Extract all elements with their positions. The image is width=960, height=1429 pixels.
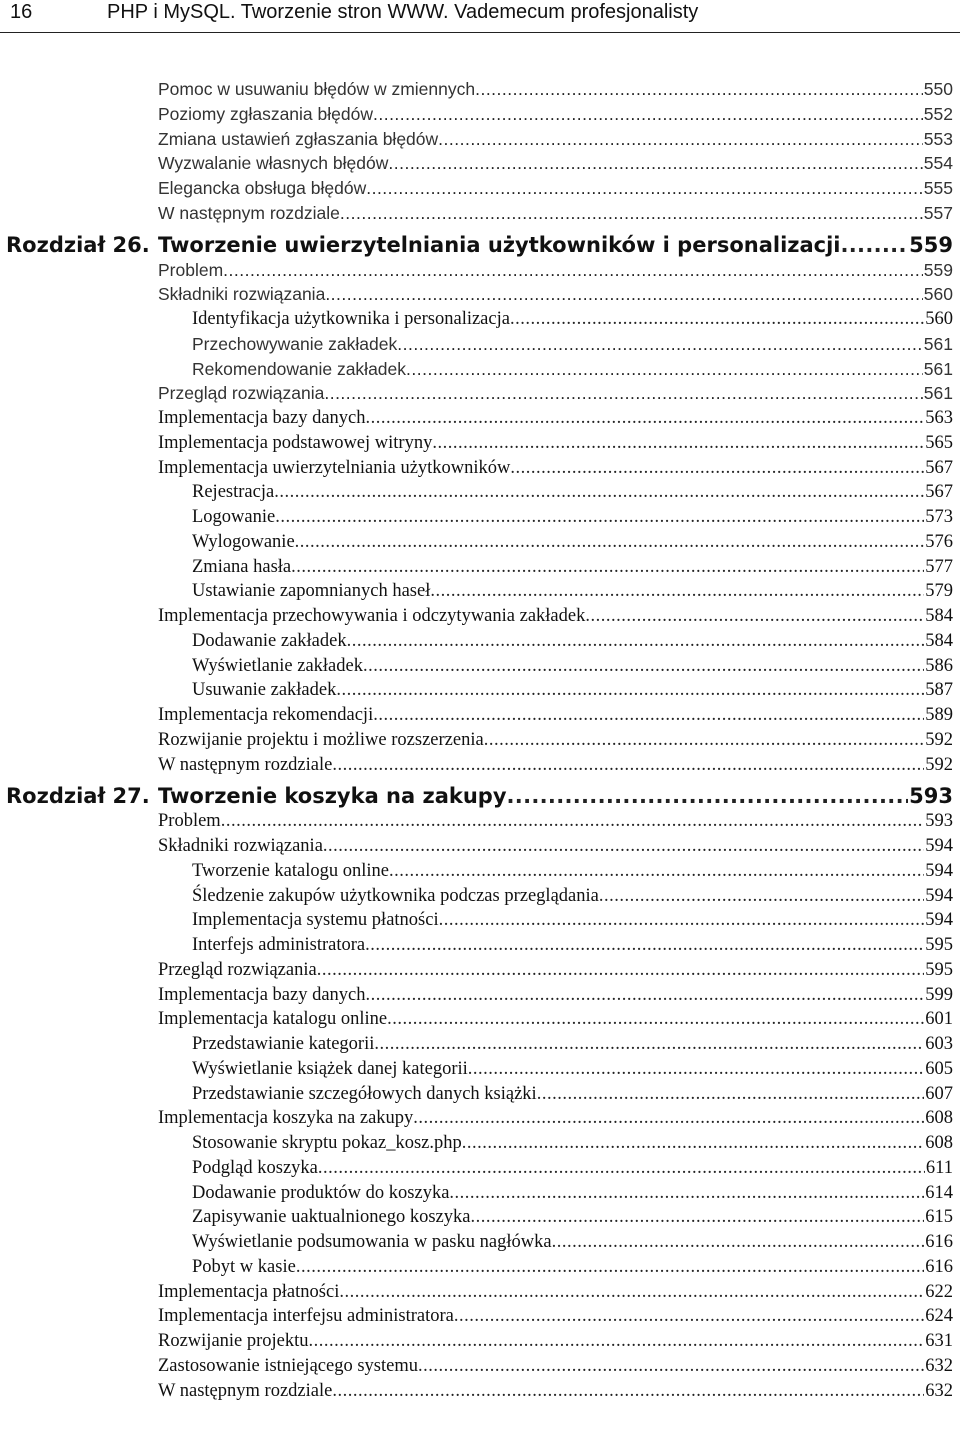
entry-title: Dodawanie zakładek [192,630,347,651]
entry-page-number: 632 [925,1380,953,1401]
toc-entry [158,102,953,126]
toc-entry [192,1131,953,1155]
toc-entry [158,1354,953,1378]
entry-title: Składniki rozwiązania [158,836,323,856]
toc-entry [158,282,953,306]
entry-page-number: 561 [923,358,953,379]
entry-title: Przegląd rozwiązania [158,383,325,404]
entry-page-number: 614 [925,1182,953,1203]
dot-leader [397,332,923,356]
toc-entry [192,505,953,529]
entry-title: Ustawianie zapomnianych haseł [192,581,431,602]
toc-entry [158,381,953,405]
dot-leader [599,884,924,908]
dot-leader [339,1280,924,1304]
dot-leader [336,678,924,702]
dot-leader [365,933,924,957]
entry-page-number: 616 [925,1232,953,1252]
chapter-entry [158,783,953,809]
entry-title: Poziomy zgłaszania błędów [158,103,373,124]
page-header [0,0,960,32]
entry-page-number: 559 [923,259,953,280]
chapter-label: Rozdział 27. [6,784,150,809]
dot-leader [274,480,924,504]
dot-leader [413,1106,924,1130]
dot-leader [510,307,924,331]
toc-entry [158,834,953,858]
toc-entry [158,201,953,225]
entry-title: Implementacja bazy danych [158,984,366,1005]
toc-entry [158,983,953,1007]
dot-leader [585,604,924,628]
entry-page-number: 563 [925,408,953,428]
entry-title: Przegląd rozwiązania [158,959,317,980]
toc-entry [192,1230,953,1254]
entry-title: Rejestracja [192,482,275,503]
entry-title: Implementacja płatności [158,1281,340,1302]
entry-title: Tworzenie uwierzytelniania użytkowników i personalizacji [158,232,841,257]
entry-title: W następnym rozdziale [158,1380,333,1401]
entry-title: Implementacja koszyka na zakupy [158,1108,414,1129]
chapter-label: Rozdział 26. [6,232,150,257]
toc-entry [192,555,953,579]
chapter-entry [158,232,953,258]
entry-page-number: 599 [925,984,953,1005]
entry-page-number: 560 [923,284,953,305]
entry-page-number: 554 [923,153,953,174]
entry-title: Podgląd koszyka [192,1157,318,1178]
toc-entry [158,77,953,101]
toc-entry [158,456,953,480]
toc-entry [158,151,953,175]
entry-title: Wyświetlanie zakładek [192,655,363,676]
dot-leader [841,232,909,258]
entry-page-number: 557 [923,202,953,223]
entry-page-number: 576 [925,531,953,552]
entry-title: Rekomendowanie zakładek [192,358,407,379]
entry-title: Rozwijanie projektu [158,1331,309,1351]
entry-title: Składniki rozwiązania [158,284,326,305]
toc-entry [192,1032,953,1056]
entry-page-number: 608 [925,1133,953,1153]
dot-leader [537,1082,925,1106]
entry-page-number: 553 [923,128,953,149]
toc-entry [192,332,953,356]
toc-entry [192,678,953,702]
entry-title: Pobyt w kasie [192,1256,296,1277]
book-title: PHP i MySQL. Tworzenie stron WWW. Vademecum profesjonalisty [107,1,699,23]
toc-entry [158,728,953,752]
entry-title: Identyfikacja użytkownika i personalizacja [192,309,510,329]
entry-page-number: 603 [925,1034,953,1054]
entry-title: Śledzenie zakupów użytkownika podczas przeglądania [192,885,599,906]
entry-title: Przechowywanie zakładek [192,333,398,354]
entry-page-number: 561 [923,383,953,404]
dot-leader [454,1304,924,1328]
entry-title: Implementacja systemu płatności [192,910,439,931]
entry-title: Implementacja przechowywania i odczytywania zakładek [158,606,586,626]
dot-leader [323,834,924,858]
dot-leader [387,1007,924,1031]
entry-page-number: 594 [925,910,953,931]
entry-page-number: 559 [909,232,953,257]
dot-leader [449,1181,924,1205]
toc-entry [158,1007,953,1031]
entry-page-number: 607 [925,1083,953,1104]
entry-page-number: 584 [925,606,953,626]
entry-page-number: 593 [925,811,953,832]
dot-leader [552,1230,925,1254]
dot-leader [332,1379,924,1403]
entry-title: Logowanie [192,507,276,527]
entry-title: Zapisywanie uaktualnionego koszyka [192,1207,471,1228]
dot-leader [418,1354,924,1378]
toc-entry [158,703,953,727]
entry-page-number: 608 [925,1108,953,1129]
dot-leader [296,1255,924,1279]
dot-leader [309,1329,925,1353]
toc-entry [158,431,953,455]
entry-page-number: 616 [925,1256,953,1277]
entry-title: Tworzenie koszyka na zakupy [158,784,507,809]
toc-entry [158,604,953,628]
toc-entry [158,127,953,151]
dot-leader [366,406,925,430]
toc-entry [192,654,953,678]
toc-entry [192,629,953,653]
toc-entry [158,1106,953,1130]
dot-leader [510,456,924,480]
dot-leader [332,753,924,777]
dot-leader [317,958,925,982]
entry-page-number: 592 [925,754,953,775]
entry-title: Przedstawianie kategorii [192,1034,375,1054]
toc-entry [192,859,953,883]
toc-entry [192,357,953,381]
dot-leader [373,703,924,727]
header-rule [0,32,960,33]
entry-title: Stosowanie skryptu pokaz_kosz.php [192,1133,462,1153]
toc-entry [192,1057,953,1081]
dot-leader [484,728,925,752]
entry-page-number: 594 [925,885,953,906]
entry-title: Zmiana ustawień zgłaszania błędów [158,128,439,149]
entry-page-number: 577 [925,556,953,577]
toc-entry [192,1255,953,1279]
entry-title: Zastosowanie istniejącego systemu [158,1355,418,1376]
entry-title: Tworzenie katalogu online [192,860,389,881]
entry-page-number: 595 [925,959,953,980]
toc-entry [158,1379,953,1403]
entry-page-number: 550 [923,79,953,99]
entry-page-number: 589 [925,705,953,725]
dot-leader [363,654,924,678]
dot-leader [462,1131,924,1155]
entry-title: W następnym rozdziale [158,754,333,775]
entry-page-number: 587 [925,680,953,701]
dot-leader [347,629,925,653]
dot-leader [223,258,923,282]
dot-leader [432,431,924,455]
entry-page-number: 567 [925,482,953,503]
entry-title: Implementacja rekomendacji [158,705,374,725]
entry-title: Wyzwalanie własnych błędów [158,153,389,174]
toc-entry [192,1181,953,1205]
toc-entry [192,579,953,603]
entry-page-number: 555 [923,178,953,198]
toc-entry [192,884,953,908]
entry-page-number: 567 [925,457,953,478]
toc-entry [158,258,953,282]
entry-page-number: 632 [925,1355,953,1376]
dot-leader [373,102,923,126]
entry-title: Implementacja uwierzytelniania użytkowników [158,457,511,478]
entry-title: Implementacja podstawowej witryny [158,432,433,453]
entry-page-number: 592 [925,729,953,750]
entry-title: Problem [158,811,221,832]
entry-title: Implementacja katalogu online [158,1009,388,1030]
entry-page-number: 561 [923,333,953,354]
dot-leader [366,176,923,200]
toc-entry [158,1304,953,1328]
toc-entry [158,406,953,430]
entry-page-number: 622 [925,1281,953,1302]
toc-entry [158,753,953,777]
entry-title: W następnym rozdziale [158,202,340,223]
entry-title: Wylogowanie [192,531,295,552]
entry-title: Implementacja interfejsu administratora [158,1306,454,1327]
dot-leader [340,201,923,225]
dot-leader [366,983,925,1007]
dot-leader [275,505,924,529]
entry-page-number: 615 [925,1207,953,1228]
entry-page-number: 586 [925,655,953,676]
toc-entry [158,958,953,982]
entry-title: Interfejs administratora [192,935,366,955]
toc-entry [158,1280,953,1304]
toc-entry [158,1329,953,1353]
entry-page-number: 595 [925,935,953,955]
entry-page-number: 631 [925,1331,953,1351]
toc-entry [192,1205,953,1229]
dot-leader [325,282,922,306]
page-number: 16 [10,1,33,23]
dot-leader [430,579,924,603]
toc-entry [192,307,953,331]
entry-page-number: 552 [923,103,953,124]
toc-entry [158,176,953,200]
dot-leader [468,1057,924,1081]
dot-leader [291,555,924,579]
entry-page-number: 584 [925,630,953,651]
entry-title: Wyświetlanie podsumowania w pasku nagłówka [192,1232,552,1252]
dot-leader [507,783,909,809]
entry-title: Implementacja bazy danych [158,408,366,428]
entry-title: Dodawanie produktów do koszyka [192,1182,450,1203]
entry-page-number: 624 [925,1306,953,1327]
entry-page-number: 565 [925,432,953,453]
dot-leader [324,381,922,405]
dot-leader [406,357,923,381]
entry-page-number: 605 [925,1058,953,1079]
dot-leader [470,1205,924,1229]
entry-page-number: 573 [925,507,953,527]
dot-leader [389,859,924,883]
entry-page-number: 560 [925,309,953,329]
toc-entry [192,530,953,554]
entry-title: Pomoc w usuwaniu błędów w zmiennych [158,79,476,99]
dot-leader [374,1032,924,1056]
toc-entry [192,1082,953,1106]
entry-title: Zmiana hasła [192,556,292,577]
entry-title: Usuwanie zakładek [192,680,337,701]
entry-title: Rozwijanie projektu i możliwe rozszerzenia [158,729,484,750]
toc-entry [192,908,953,932]
dot-leader [475,77,923,101]
entry-page-number: 601 [925,1009,953,1030]
toc-entry [158,809,953,833]
toc-entry [192,480,953,504]
dot-leader [221,809,925,833]
dot-leader [439,908,925,932]
entry-title: Przedstawianie szczegółowych danych książki [192,1083,537,1104]
entry-page-number: 594 [925,836,953,856]
entry-page-number: 594 [925,860,953,881]
toc-entry [192,1156,953,1180]
entry-page-number: 611 [925,1157,953,1178]
entry-title: Elegancka obsługa błędów [158,178,367,198]
dot-leader [438,127,923,151]
entry-page-number: 579 [925,581,953,602]
dot-leader [388,151,922,175]
entry-title: Problem [158,259,224,280]
entry-title: Wyświetlanie książek danej kategorii [192,1058,468,1079]
dot-leader [318,1156,925,1180]
entry-page-number: 593 [909,784,953,809]
dot-leader [295,530,925,554]
toc-entry [192,933,953,957]
